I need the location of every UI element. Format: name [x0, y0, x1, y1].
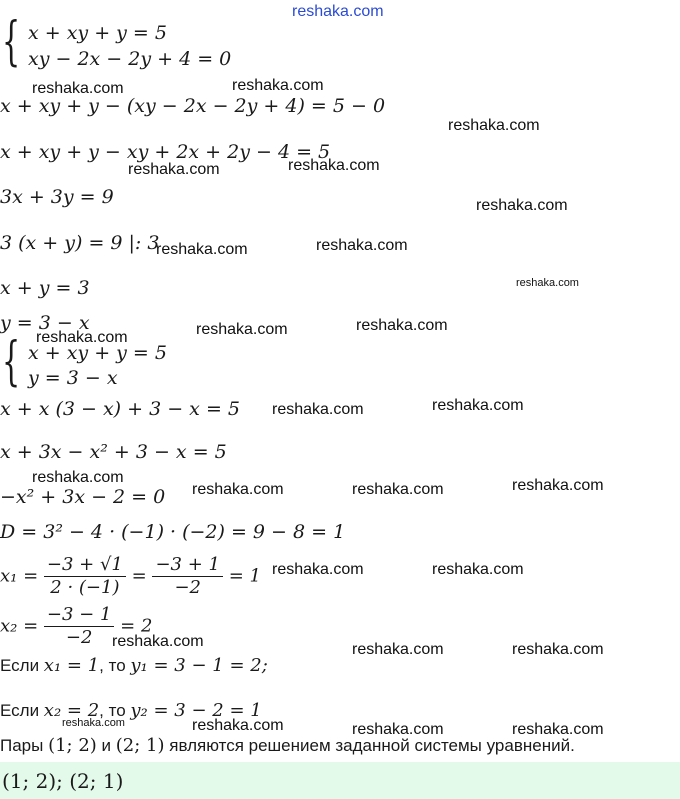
watermark[interactable]: reshaka.com: [352, 641, 444, 658]
x1-fraction-2: [152, 554, 223, 599]
root-x1: [0, 554, 261, 599]
system1-eq2: xy − 2x − 2y + 4 = 0: [28, 48, 232, 70]
watermark[interactable]: reshaka.com: [112, 633, 204, 650]
watermark[interactable]: reshaka.com: [36, 329, 128, 346]
case2-y: y₂ = 3 − 2 = 1: [130, 700, 262, 721]
conclusion-suffix: являются решением заданной системы уравнений.: [164, 736, 575, 755]
watermark[interactable]: reshaka.com: [232, 77, 324, 94]
pair-2: (2; 1): [115, 735, 165, 756]
system-equations-1: [2, 12, 262, 72]
step-3: 3x + 3y = 9: [0, 186, 114, 208]
x1-fraction-1: [44, 554, 126, 599]
discriminant: D = 3² − 4 · (−1) · (−2) = 9 − 8 = 1: [0, 521, 346, 543]
conclusion-and: и: [96, 736, 116, 755]
watermark[interactable]: reshaka.com: [448, 117, 540, 134]
watermark[interactable]: reshaka.com: [128, 161, 220, 178]
left-brace: {: [2, 12, 21, 72]
x1-equals: =: [131, 565, 147, 587]
step-1: x + xy + y − (xy − 2x − 2y + 4) = 5 − 0: [0, 95, 386, 117]
watermark[interactable]: reshaka.com: [196, 321, 288, 338]
x2-numerator: −3 − 1: [44, 604, 115, 627]
watermark[interactable]: reshaka.com: [316, 237, 408, 254]
watermark[interactable]: reshaka.com: [356, 317, 448, 334]
watermark[interactable]: reshaka.com: [192, 481, 284, 498]
watermark[interactable]: reshaka.com: [432, 561, 524, 578]
x1-numerator: −3 + √1: [44, 554, 126, 577]
x1-denominator-2: −2: [174, 577, 201, 598]
watermark-small[interactable]: reshaka.com: [62, 717, 125, 729]
watermark[interactable]: reshaka.com: [192, 717, 284, 734]
x2-denominator: −2: [65, 627, 93, 648]
system2-eq1: x + xy + y = 5: [28, 342, 167, 364]
case1-mid: , то: [99, 656, 131, 675]
case1-y: y₁ = 3 − 1 = 2;: [130, 655, 268, 676]
watermark[interactable]: reshaka.com: [156, 241, 248, 258]
case1-prefix: Если: [0, 656, 44, 675]
x2-result: = 2: [120, 615, 153, 637]
x1-result: = 1: [228, 565, 261, 587]
step-5: x + y = 3: [0, 277, 90, 299]
x1-label: x₁ =: [0, 565, 39, 587]
step-4: 3 (x + y) = 9 |: 3: [0, 232, 160, 254]
left-brace: {: [2, 332, 21, 392]
watermark[interactable]: reshaka.com: [32, 469, 124, 486]
case-1: [0, 655, 268, 677]
watermark[interactable]: reshaka.com: [512, 477, 604, 494]
watermark[interactable]: reshaka.com: [432, 397, 524, 414]
pair-1: (1; 2): [48, 735, 97, 756]
watermark[interactable]: reshaka.com: [352, 721, 444, 738]
conclusion-prefix: Пары: [0, 736, 49, 755]
x2-label: x₂ =: [0, 615, 39, 637]
watermark[interactable]: reshaka.com: [272, 401, 364, 418]
watermark[interactable]: reshaka.com: [512, 721, 604, 738]
step-7: x + x (3 − x) + 3 − x = 5: [0, 398, 240, 420]
case1-x: x₁ = 1: [43, 655, 100, 676]
x1-denominator: 2 · (−1): [50, 577, 120, 598]
x1-numerator-2: −3 + 1: [152, 554, 223, 577]
step-2: x + xy + y − xy + 2x + 2y − 4 = 5: [0, 141, 331, 163]
watermark[interactable]: reshaka.com: [352, 481, 444, 498]
watermark[interactable]: reshaka.com: [288, 157, 380, 174]
watermark[interactable]: reshaka.com: [272, 561, 364, 578]
system1-eq1: x + xy + y = 5: [28, 22, 167, 44]
case2-x: x₂ = 2: [43, 700, 100, 721]
watermark-top[interactable]: reshaka.com: [292, 3, 384, 20]
watermark[interactable]: reshaka.com: [32, 80, 124, 97]
watermark[interactable]: reshaka.com: [512, 641, 604, 658]
x2-fraction: [44, 604, 115, 649]
watermark-small[interactable]: reshaka.com: [516, 277, 579, 289]
watermark[interactable]: reshaka.com: [476, 197, 568, 214]
conclusion: [0, 735, 575, 757]
answer-text: (1; 2); (2; 1): [2, 769, 124, 793]
step-9: −x² + 3x − 2 = 0: [0, 486, 166, 508]
case2-mid: , то: [99, 701, 131, 720]
step-8: x + 3x − x² + 3 − x = 5: [0, 441, 227, 463]
case2-prefix: Если: [0, 701, 44, 720]
step-6: y = 3 − x: [0, 312, 90, 334]
system2-eq2: y = 3 − x: [28, 367, 118, 389]
answer-box: [0, 762, 680, 799]
